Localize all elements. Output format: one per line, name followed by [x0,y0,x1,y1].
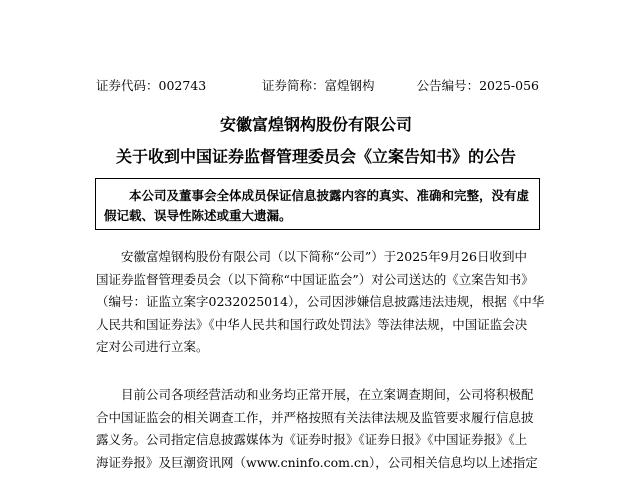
stock-code: 证券代码：002743 [96,78,207,93]
paragraph-line: 人民共和国证券法》《中华人民共和国行政处罚法》等法律法规，中国证监会决 [96,316,528,332]
board-guarantee-notice [95,178,540,230]
notice-line: 假记载、误导性陈述或重大遗漏。 [104,208,292,223]
paragraph-operations [96,384,541,474]
company-name: 安徽富煌钢构股份有限公司 [219,115,412,134]
paragraph-line: 目前公司各项经营活动和业务均正常开展，在立案调查期间，公司将积极配 [121,387,534,402]
paragraph-line: 安徽富煌钢构股份有限公司（以下简称“公司”）于2025年9月26日收到中 [121,249,527,264]
paragraph-line: 海证券报》及巨潮资讯网（www.cninfo.com.cn），公司相关信息均以上述指定 [96,454,538,470]
paragraph-line: 国证券监督管理委员会（以下简称“中国证监会”）对公司送达的《立案告知书》 [96,271,534,287]
stock-abbreviation: 证券简称：富煌钢构 [262,78,375,93]
document-title: 关于收到中国证券监督管理委员会《立案告知书》的公告 [115,147,516,166]
announcement-number: 公告编号：2025-056 [416,78,539,93]
paragraph-line: 合中国证监会的相关调查工作，并严格按照有关法律法规及监管要求履行信息披 [96,409,534,425]
paragraph-line: （编号：证监立案字0232025014），公司因涉嫌信息披露违法违规，根据《中华 [96,294,545,309]
paragraph-line: 露义务。公司指定信息披露媒体为《证券时报》《证券日报》《中国证券报》《上 [96,432,528,447]
paragraph-case-filing [96,246,545,359]
paragraph-line: 定对公司进行立案。 [96,339,209,354]
notice-line: 本公司及董事会全体成员保证信息披露内容的真实、准确和完整，没有虚 [129,188,530,203]
announcement-header [96,78,539,94]
